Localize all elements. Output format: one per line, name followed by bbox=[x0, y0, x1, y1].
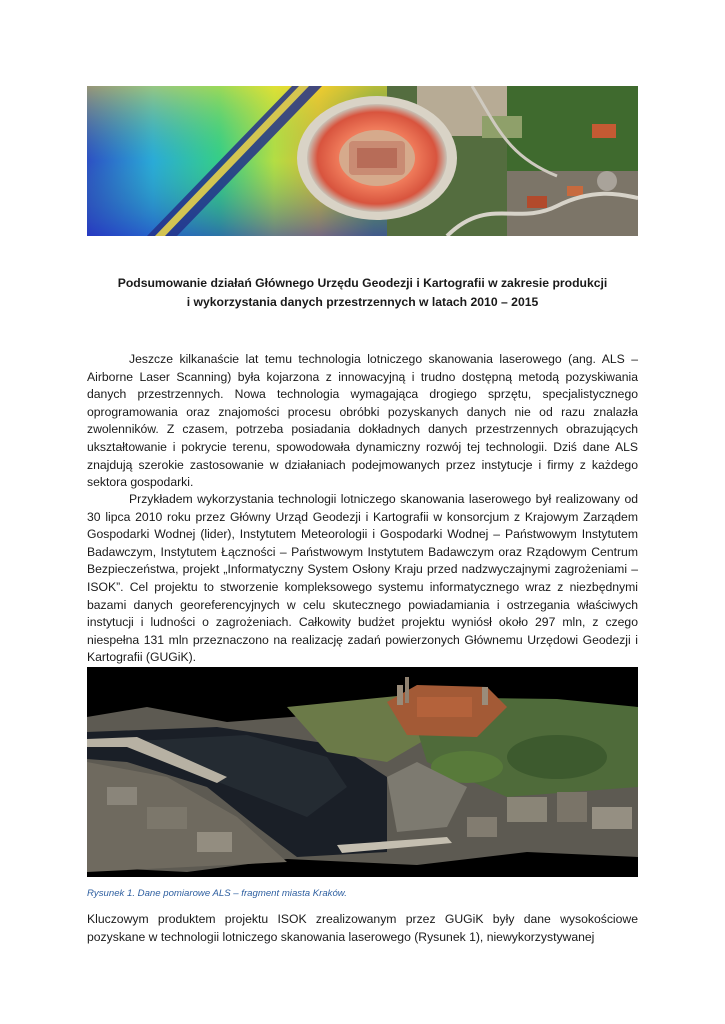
paragraph-intro-text: Jeszcze kilkanaście lat temu technologia lotniczego skanowania laserowego (ang. ALS – Airborne Laser Scanning) była kojarzona z innowacyjną i trudno dostępną metodą pozyskiwania danych przestrzennych. Nowa technologia wymagająca drogiego sprzętu, specjalistycznego oprogramowania oraz znajomości procesu obróbki pozyskanych danych nie od razu znalazła zwolenników. Z czasem, potrzeba posiadania dokładnych danych przestrzennych obrazujących ukształtowanie i pokrycie terenu, spowodowała dynamiczny rozwój tej technologii. Dziś dane ALS znajdują szerokie zastosowanie w działaniach podejmowanych przez instytucje i firmy z każdego sektora gospodarki. bbox=[87, 352, 638, 490]
title-line-2: i wykorzystania danych przestrzennych w latach 2010 – 2015 bbox=[186, 295, 539, 309]
title-line-1: Podsumowanie działań Głównego Urzędu Geodezji i Kartografii w zakresie produkcji bbox=[117, 276, 608, 290]
figure-caption: Rysunek 1. Dane pomiarowe ALS – fragment miasta Kraków. bbox=[87, 888, 347, 899]
paragraph-intro bbox=[87, 351, 638, 492]
hero-graphic bbox=[87, 86, 638, 236]
hero-als-stadium-image bbox=[87, 86, 638, 236]
paragraph-key-product-text: Kluczowym produktem projektu ISOK zrealizowanym przez GUGiK były dane wysokościowe pozyskane w technologii lotniczego skanowania laserowego (Rysunek 1), niewykorzystywanej bbox=[87, 912, 638, 944]
figure-graphic bbox=[87, 667, 638, 877]
document-title bbox=[87, 274, 638, 312]
paragraph-isok bbox=[87, 491, 638, 667]
figure-als-krakow bbox=[87, 667, 638, 877]
paragraph-isok-text: Przykładem wykorzystania technologii lotniczego skanowania laserowego był realizowany od 30 lipca 2010 roku przez Główny Urząd Geodezji i Kartografii w konsorcjum z Krajowym Zarządem Gospodarki Wodnej (lider), Instytutem Meteorologii i Gospodarki Wodnej – Państwowym Instytutem Badawczym, Instytutem Łączności – Państwowym Instytutem Badawczym oraz Rządowym Centrum Bezpieczeństwa, projekt „Informatyczny System Osłony Kraju przed nadzwyczajnymi zagrożeniami – ISOK”. Cel projektu to stworzenie kompleksowego systemu informatycznego wraz z niezbędnymi bazami danych georeferencyjnych w celu skutecznego powiadamiania i ostrzegania właściwych instytucji i ludności o zagrożeniach. Całkowity budżet projektu wyniósł około 297 mln, z czego niespełna 131 mln przeznaczono na realizację zadań powierzonych Głównemu Urzędowi Geodezji i Kartografii (GUGiK). bbox=[87, 492, 638, 665]
paragraph-key-product bbox=[87, 911, 638, 946]
